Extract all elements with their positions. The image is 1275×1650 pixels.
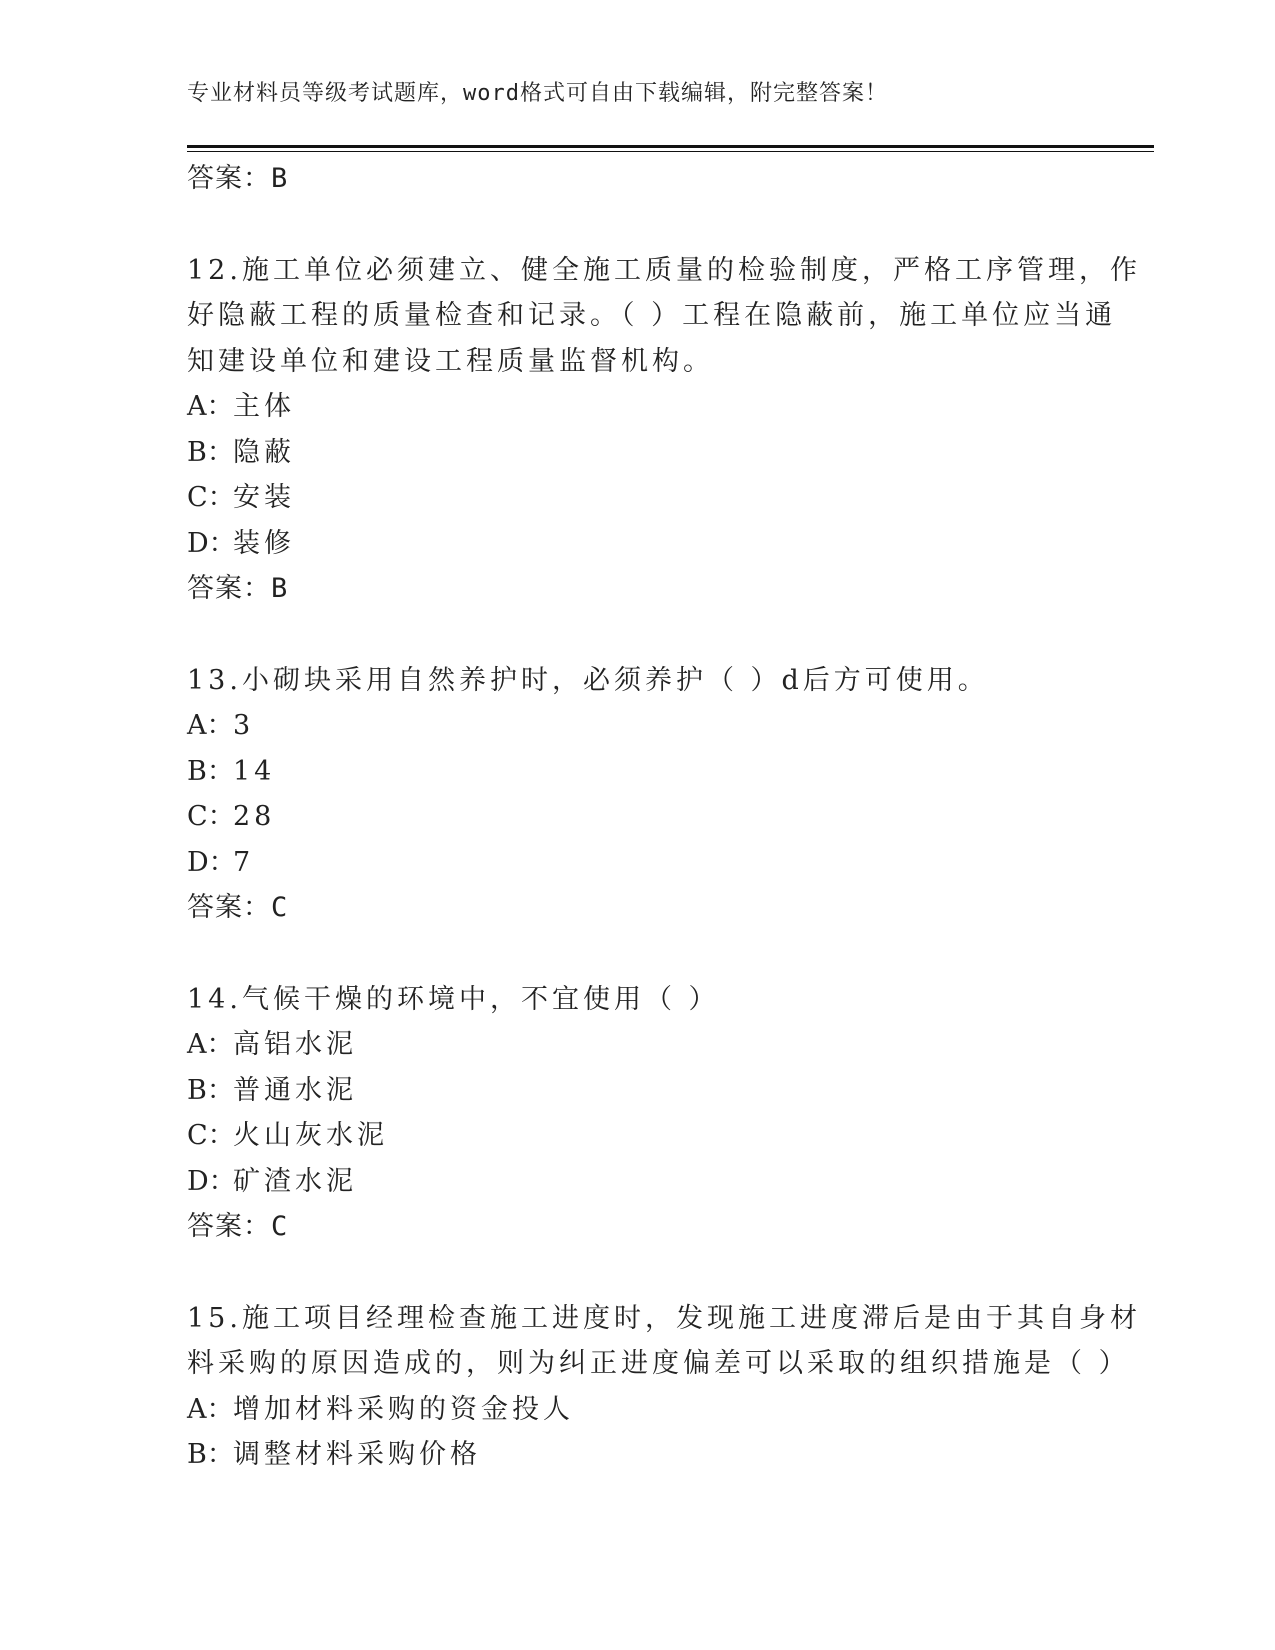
question-text-line: 好隐蔽工程的质量检查和记录。（ ）工程在隐蔽前，施工单位应当通: [187, 300, 1117, 331]
option-letter: C：: [187, 801, 235, 832]
option-letter: A：: [187, 1029, 234, 1060]
option-letter: A：: [187, 391, 234, 422]
answer-line: [187, 156, 1087, 202]
option-b: [187, 1068, 1087, 1114]
question-block: [187, 658, 1087, 931]
option-letter: D：: [187, 1165, 236, 1197]
option-d: [187, 840, 1087, 886]
option-text: 火山灰水泥: [233, 1120, 388, 1151]
option-b: [187, 749, 1087, 795]
option-text: 28: [233, 801, 276, 832]
answer-value: C: [271, 1211, 289, 1242]
question-text-line: 知建设单位和建设工程质量监督机构。: [187, 345, 714, 377]
question-block: [187, 977, 1087, 1250]
header-rule-thick: [187, 145, 1154, 148]
question-text-line: 15.施工项目经理检查施工进度时，发现施工进度滞后是由于其自身材: [187, 1302, 1141, 1334]
spacer: [187, 202, 1087, 248]
spacer: [187, 1250, 1087, 1296]
option-c: [187, 1113, 1087, 1159]
answer-label: 答案：: [187, 1211, 271, 1242]
option-text: 隐蔽: [233, 436, 295, 468]
option-letter: D：: [187, 527, 236, 559]
option-letter: C：: [187, 482, 235, 513]
spacer: [187, 612, 1087, 658]
option-letter: B：: [187, 1074, 234, 1106]
option-letter: D：: [187, 846, 236, 878]
option-text: 安装: [233, 482, 295, 513]
page-header: 专业材料员等级考试题库，word格式可自由下载编辑，附完整答案！: [187, 81, 888, 106]
answer-label: 答案：: [187, 163, 271, 194]
option-text: 矿渣水泥: [233, 1165, 357, 1197]
answer-label: 答案：: [187, 573, 271, 604]
option-a: [187, 1387, 1087, 1433]
header-rule-thin: [187, 151, 1154, 152]
answer-value: C: [271, 892, 289, 923]
question-text-line: 13.小砌块采用自然养护时，必须养护（ ）d后方可使用。: [187, 664, 989, 696]
option-text: 增加材料采购的资金投人: [233, 1393, 574, 1425]
option-c: [187, 475, 1087, 521]
answer-line: [187, 566, 1087, 612]
option-letter: A：: [187, 710, 234, 741]
option-letter: C：: [187, 1120, 235, 1151]
option-text: 7: [233, 846, 255, 878]
answer-label: 答案：: [187, 892, 271, 923]
question-block: [187, 248, 1141, 612]
option-d: [187, 521, 1087, 567]
answer-value: B: [271, 573, 289, 604]
option-text: 调整材料采购价格: [233, 1439, 481, 1470]
option-a: [187, 1022, 1087, 1068]
option-letter: A：: [187, 1393, 234, 1425]
option-text: 主体: [233, 391, 295, 422]
option-text: 14: [233, 755, 276, 787]
option-b: [187, 1432, 1087, 1478]
option-letter: B：: [187, 436, 234, 468]
option-d: [187, 1159, 1087, 1205]
option-a: [187, 384, 1087, 430]
question-text-line: 14.气候干燥的环境中，不宜使用（ ）: [187, 983, 720, 1015]
option-letter: B：: [187, 755, 234, 787]
question-text-line: 12.施工单位必须建立、健全施工质量的检验制度，严格工序管理，作: [187, 254, 1141, 286]
question-block: [187, 1296, 1141, 1478]
option-text: 普通水泥: [233, 1074, 357, 1106]
spacer: [187, 931, 1087, 977]
option-text: 装修: [233, 527, 295, 559]
answer-line: [187, 1204, 1087, 1250]
option-letter: B：: [187, 1439, 234, 1470]
question-list: [187, 156, 1141, 1478]
option-text: 高铝水泥: [233, 1029, 357, 1060]
option-a: [187, 703, 1087, 749]
option-b: [187, 430, 1087, 476]
question-text-line: 料采购的原因造成的，则为纠正进度偏差可以采取的组织措施是（ ）: [187, 1348, 1130, 1379]
option-text: 3: [233, 710, 255, 741]
option-c: [187, 794, 1087, 840]
answer-line: [187, 885, 1087, 931]
answer-value: B: [271, 163, 289, 194]
